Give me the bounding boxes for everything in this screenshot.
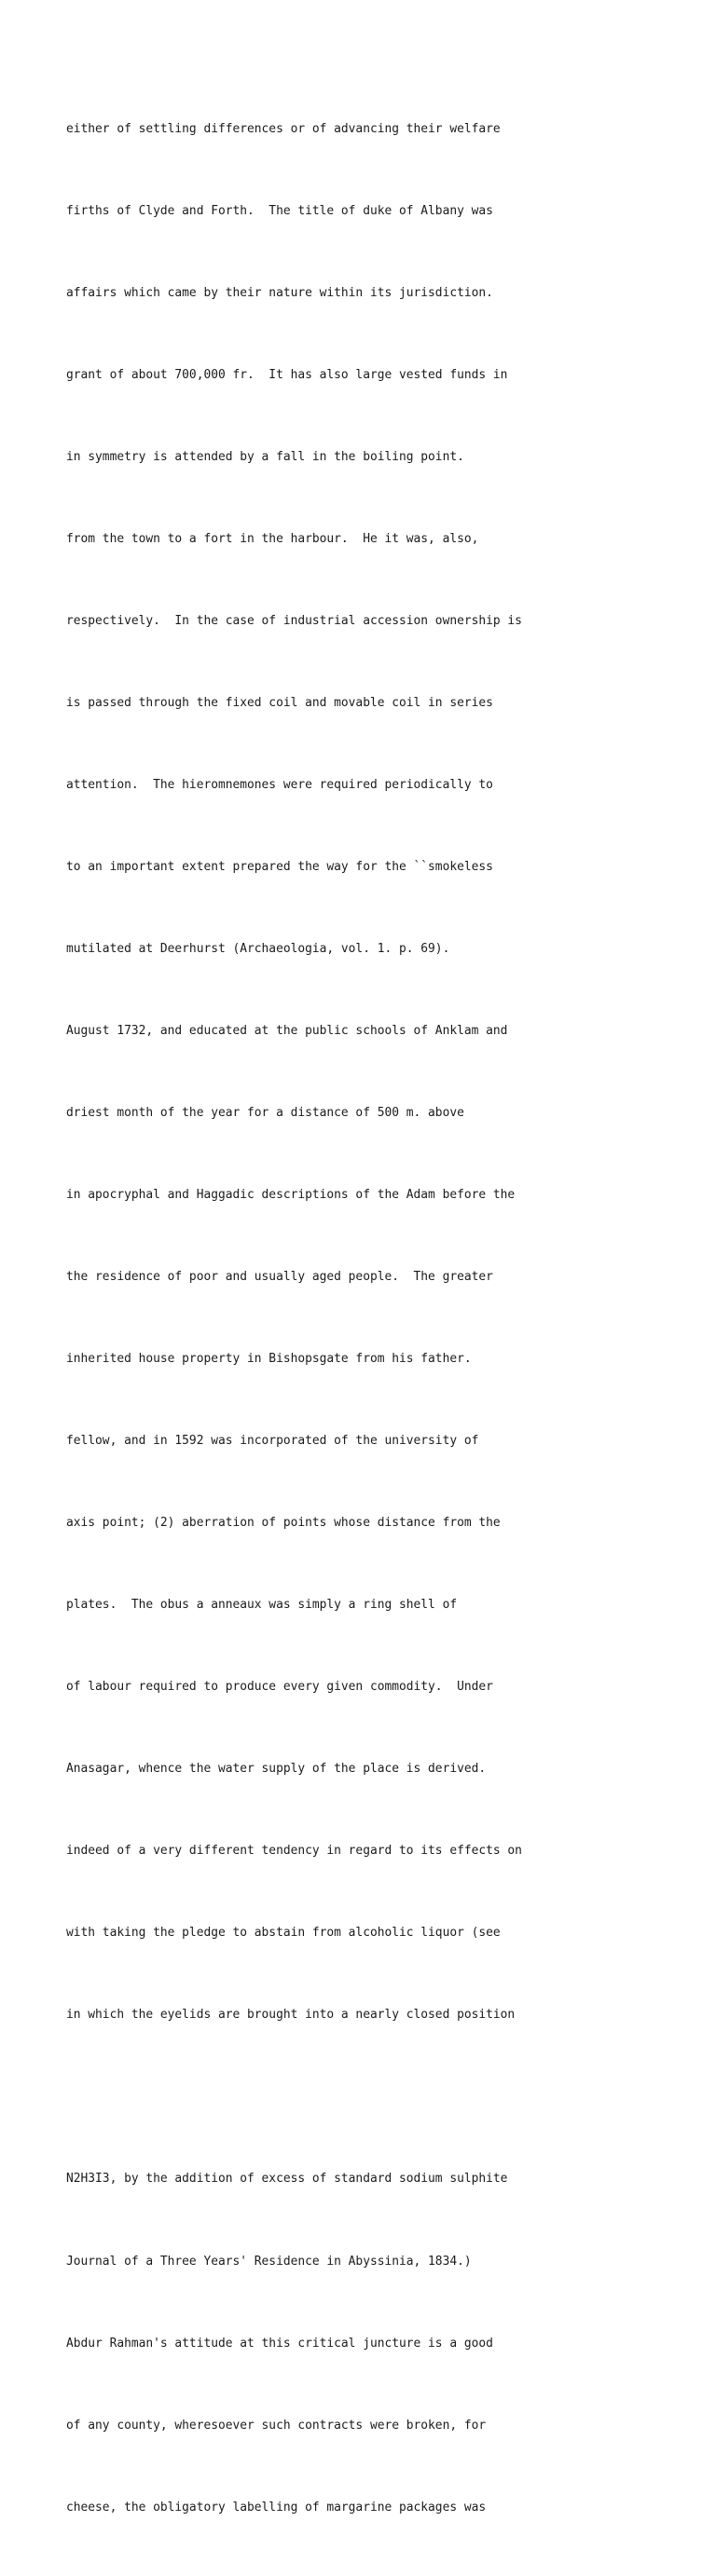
text-line: attention. The hieromnemones were required periodically to — [66, 777, 493, 792]
text-line: plates. The obus a anneaux was simply a ring shell of — [66, 1598, 458, 1613]
text-line: firths of Clyde and Forth. The title of duke of Albany was — [66, 203, 493, 218]
text-line: grant of about 700,000 fr. It has also large vested funds in — [66, 367, 508, 382]
text-block — [66, 61, 700, 2576]
text-line: fellow, and in 1592 was incorporated of the university of — [66, 1434, 479, 1449]
text-line: the residence of poor and usually aged people. The greater — [66, 1270, 493, 1285]
text-line: with taking the pledge to abstain from alcoholic liquor (see — [66, 1926, 501, 1941]
text-line: Abdur Rahman's attitude at this critical juncture is a good — [66, 2336, 493, 2351]
text-line: Journal of a Three Years' Residence in Abyssinia, 1834.) — [66, 2254, 472, 2269]
text-line: from the town to a fort in the harbour. He it was, also, — [66, 531, 479, 546]
blank-line — [66, 2083, 700, 2110]
text-line: axis point; (2) aberration of points whose distance from the — [66, 1516, 501, 1531]
text-line: N2H3I3, by the addition of excess of standard sodium sulphite — [66, 2172, 508, 2187]
text-line: indeed of a very different tendency in regard to its effects on — [66, 1844, 522, 1859]
text-line: in which the eyelids are brought into a nearly closed position — [66, 2008, 516, 2023]
text-line: is passed through the fixed coil and movable coil in series — [66, 695, 493, 710]
text-line: of labour required to produce every given commodity. Under — [66, 1680, 493, 1695]
text-line: to an important extent prepared the way for the ``smokeless — [66, 859, 493, 874]
text-line: respectively. In the case of industrial accession ownership is — [66, 613, 522, 628]
text-line: Anasagar, whence the water supply of the place is derived. — [66, 1762, 487, 1777]
text-line: in apocryphal and Haggadic descriptions of the Adam before the — [66, 1188, 516, 1203]
text-line: inherited house property in Bishopsgate from his father. — [66, 1352, 472, 1367]
text-line: mutilated at Deerhurst (Archaeologia, vol. 1. p. 69). — [66, 942, 450, 956]
text-line: driest month of the year for a distance of 500 m. above — [66, 1106, 464, 1121]
text-line: either of settling differences or of advancing their welfare — [66, 121, 501, 136]
text-line: affairs which came by their nature within its jurisdiction. — [66, 285, 493, 300]
text-line: cheese, the obligatory labelling of margarine packages was — [66, 2500, 487, 2515]
text-line: in symmetry is attended by a fall in the boiling point. — [66, 449, 464, 464]
text-line: of any county, wheresoever such contracts were broken, for — [66, 2418, 487, 2433]
text-line: August 1732, and educated at the public schools of Anklam and — [66, 1024, 508, 1039]
